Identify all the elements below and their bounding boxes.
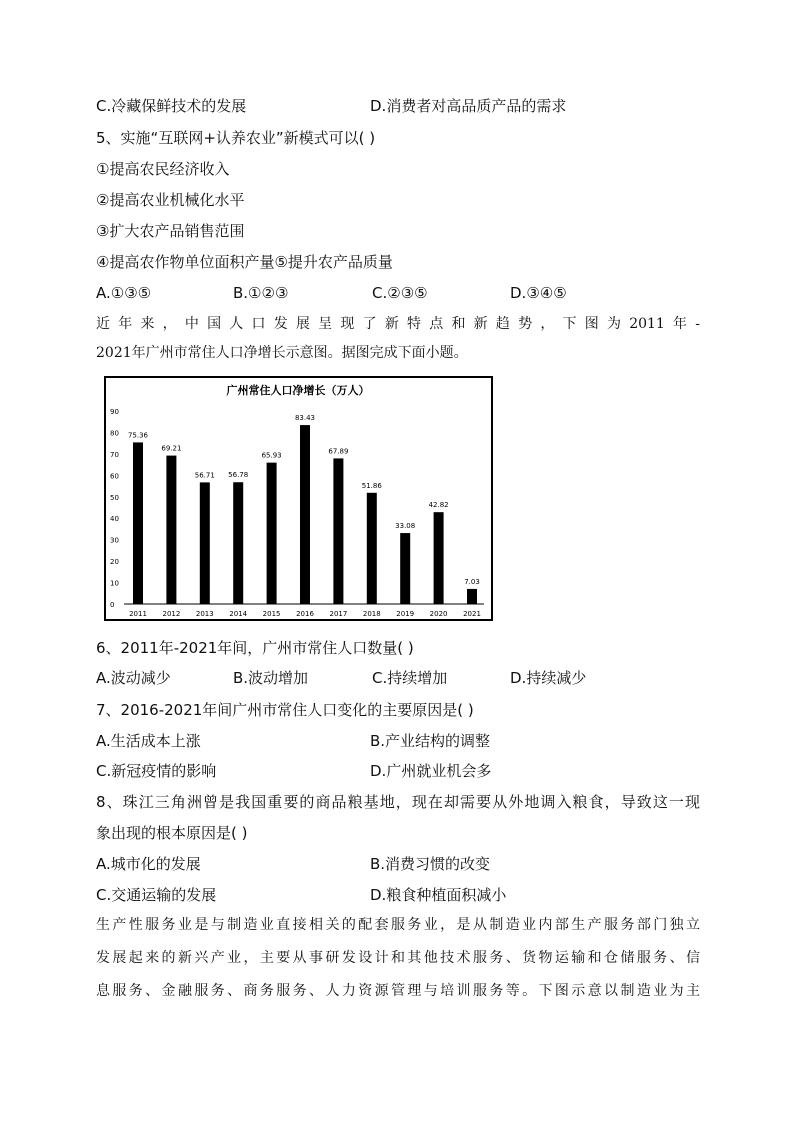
q8-option-a: A.城市化的发展 — [96, 855, 201, 873]
x-tick-label: 2015 — [262, 610, 281, 618]
bar — [300, 425, 310, 604]
x-tick-label: 2014 — [229, 610, 248, 618]
passage2-line1: 生产性服务业是与制造业直接相关的配套服务业，是从制造业内部生产服务部门独立 — [96, 917, 700, 933]
x-tick-label: 2017 — [329, 610, 348, 618]
bar-value-label: 7.03 — [464, 577, 480, 586]
q7-stem: 7、2016-2021年间广州市常住人口变化的主要原因是( ) — [96, 701, 474, 719]
bar-value-label: 83.43 — [294, 414, 316, 423]
passage2-line3: 息服务、金融服务、商务服务、人力资源管理与培训服务等。下图示意以制造业为主 — [96, 983, 700, 999]
bar-value-label: 33.08 — [395, 522, 416, 531]
bar-value-label: 56.71 — [194, 471, 215, 480]
q4-option-c: C.冷藏保鲜技术的发展 — [96, 97, 247, 115]
q4-option-d: D.消费者对高品质产品的需求 — [370, 97, 567, 115]
y-tick-label: 70 — [110, 450, 119, 459]
q7-option-d: D.广州就业机会多 — [370, 762, 492, 780]
y-tick-label: 40 — [110, 515, 119, 524]
q5-item-1: ①提高农民经济收入 — [96, 160, 230, 178]
q7-option-a: A.生活成本上涨 — [96, 732, 201, 750]
population-growth-chart — [104, 376, 493, 621]
q5-option-a: A.①③⑤ — [96, 284, 152, 302]
y-tick-label: 30 — [110, 536, 119, 545]
q6-option-d: D.持续减少 — [510, 669, 587, 687]
x-tick-label: 2019 — [396, 610, 415, 618]
bar — [133, 442, 143, 604]
q6-option-a: A.波动减少 — [96, 669, 171, 687]
q8-stem-line2: 象出现的根本原因是( ) — [96, 824, 248, 842]
q5-option-b: B.①②③ — [233, 284, 289, 302]
x-tick-labels — [129, 610, 481, 618]
q8-option-b: B.消费习惯的改变 — [370, 855, 491, 873]
q7-option-b: B.产业结构的调整 — [370, 732, 491, 750]
passage1-line2: 2021年广州市常住人口净增长示意图。据图完成下面小题。 — [96, 345, 468, 361]
bar — [434, 512, 444, 604]
passage1-line1: 近年来，中国人口发展呈现了新特点和新趋势，下图为2011年- — [96, 316, 700, 332]
bar — [200, 482, 210, 604]
bar — [166, 456, 176, 604]
q8-option-c: C.交通运输的发展 — [96, 886, 217, 904]
bar — [467, 589, 477, 604]
bars — [133, 425, 477, 604]
bar-value-label: 67.89 — [328, 447, 349, 456]
q7-option-c: C.新冠疫情的影响 — [96, 762, 217, 780]
bar — [367, 493, 377, 604]
x-tick-label: 2013 — [195, 610, 214, 618]
q5-item-2: ②提高农业机械化水平 — [96, 191, 245, 209]
bar — [267, 463, 277, 604]
y-tick-label: 50 — [110, 493, 119, 502]
x-tick-label: 2011 — [129, 610, 147, 618]
q6-stem: 6、2011年-2021年间，广州市常住人口数量( ) — [96, 639, 414, 657]
bar — [233, 482, 243, 604]
q8-option-d: D.粮食种植面积减小 — [370, 886, 507, 904]
bar-value-label: 69.21 — [161, 444, 182, 453]
q5-item-4-5: ④提高农作物单位面积产量⑤提升农产品质量 — [96, 253, 393, 271]
chart-title: 广州常住人口净增长（万人） — [226, 384, 370, 397]
q5-option-d: D.③④⑤ — [510, 284, 567, 302]
y-tick-label: 80 — [110, 429, 119, 438]
q5-option-c: C.②③⑤ — [372, 284, 428, 302]
y-tick-label: 0 — [110, 601, 115, 609]
y-tick-label: 20 — [110, 558, 119, 567]
chart-svg — [106, 378, 491, 619]
q6-option-b: B.波动增加 — [233, 669, 309, 687]
y-tick-label: 60 — [110, 472, 119, 481]
q8-stem-line1: 8、珠江三角洲曾是我国重要的商品粮基地，现在却需要从外地调入粮食，导致这一现 — [96, 793, 700, 811]
bar — [400, 533, 410, 604]
q6-option-c: C.持续增加 — [372, 669, 448, 687]
y-tick-label: 10 — [110, 579, 119, 588]
bar-value-label: 65.93 — [261, 451, 282, 460]
bar-value-label: 56.78 — [228, 471, 249, 480]
x-tick-label: 2021 — [463, 610, 481, 618]
y-tick-label: 90 — [110, 408, 119, 416]
bar-value-label: 51.86 — [361, 481, 382, 490]
y-tick-labels — [110, 408, 119, 609]
x-tick-label: 2012 — [162, 610, 181, 618]
x-tick-label: 2016 — [296, 610, 314, 618]
bar — [333, 458, 343, 604]
q5-item-3: ③扩大农产品销售范围 — [96, 222, 245, 240]
x-tick-label: 2018 — [362, 610, 381, 618]
q5-stem: 5、实施“互联网+认养农业”新模式可以( ) — [96, 129, 376, 147]
passage2-line2: 发展起来的新兴产业，主要从事研发设计和其他技术服务、货物运输和仓储服务、信 — [96, 950, 700, 966]
bar-value-label: 75.36 — [127, 431, 149, 440]
bar-value-label: 42.82 — [428, 501, 449, 510]
x-tick-label: 2020 — [429, 610, 448, 618]
